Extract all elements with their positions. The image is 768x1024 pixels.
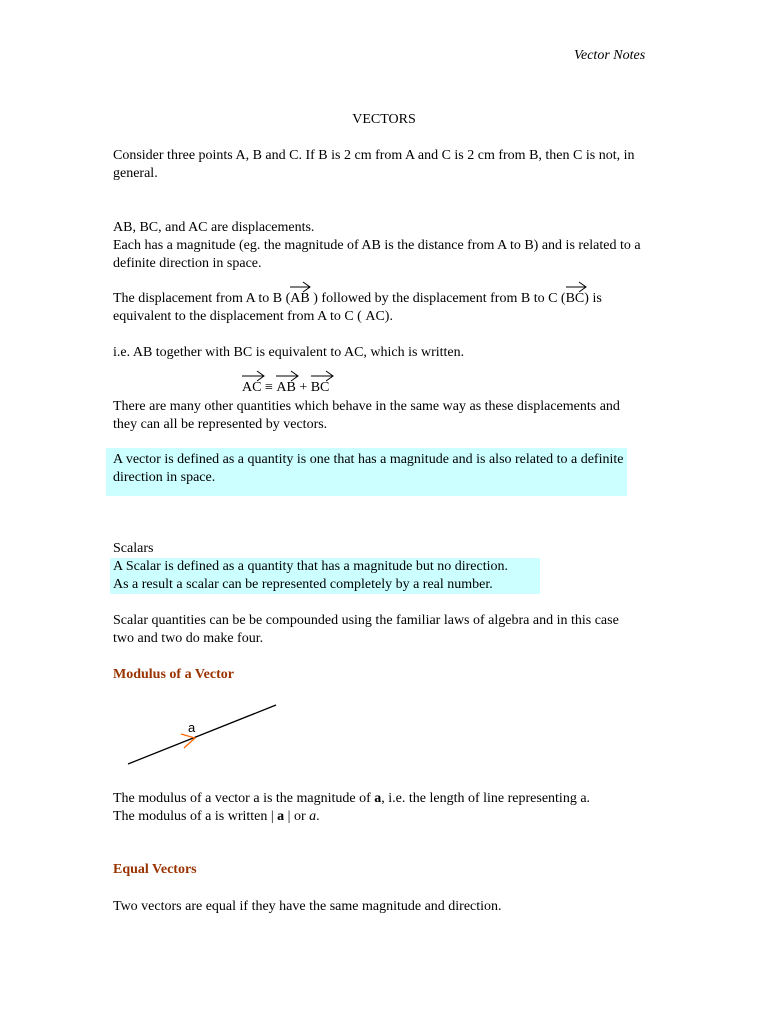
equation-bc-label: BC (310, 380, 330, 395)
vector-ac-label: AC (365, 309, 385, 324)
modulus-l2c: | or (284, 809, 310, 824)
scalars-title: Scalars (113, 541, 154, 556)
diagram-label-a: a (188, 720, 196, 735)
vector-arrow-icon (311, 370, 335, 380)
scalar-definition-line-2: As a result a scalar can be represented completely by a real number. (113, 577, 493, 592)
displacements-line: AB, BC, and AC are displacements. (113, 220, 315, 235)
scalar-compound-paragraph: Scalar quantities can be be compounded using the familiar laws of algebra and in this case two and two do make four. (113, 613, 619, 646)
vector-diagram (110, 700, 290, 775)
equation-plus: + (295, 380, 311, 395)
modulus-l2b: a (277, 809, 285, 824)
vector-arrow-icon (566, 281, 588, 291)
equal-vectors-paragraph: Two vectors are equal if they have the same magnitude and direction. (113, 899, 502, 914)
modulus-l1a: The modulus of a vector a is the magnitude of (113, 791, 375, 806)
vector-line (128, 705, 276, 764)
modulus-heading: Modulus of a Vector (113, 667, 234, 682)
modulus-l1c: , i.e. the length of line representing a. (381, 791, 591, 806)
modulus-l1b: a (374, 791, 382, 806)
vector-ac (365, 308, 384, 326)
vector-equation (242, 379, 329, 397)
equal-vectors-heading: Equal Vectors (113, 862, 197, 877)
equation-equiv: ≡ (261, 380, 277, 395)
magnitude-paragraph: Each has a magnitude (eg. the magnitude of AB is the distance from A to B) and is related to a definite direction in space. (113, 238, 641, 271)
many-quantities-paragraph: There are many other quantities which behave in the same way as these displacements and they can all be represented by vectors. (113, 399, 620, 432)
modulus-line-2 (113, 808, 643, 826)
displacement-paragraph (113, 290, 643, 326)
modulus-l2d: a (309, 809, 317, 824)
equation-ac-label: AC (242, 380, 262, 395)
equation-bc (311, 379, 330, 397)
p3-text-d: ). (384, 309, 393, 324)
modulus-l2a: The modulus of a is written | (113, 809, 278, 824)
vector-arrow-icon (290, 281, 312, 291)
vector-bc (566, 290, 585, 308)
equation-ac (242, 379, 261, 397)
vector-definition: A vector is defined as a quantity is one that has a magnitude and is also related to a definite direction in space. (113, 452, 624, 485)
p3-text-a: The displacement from A to B ( (113, 291, 291, 306)
equation-ab-label: AB (276, 380, 296, 395)
modulus-line-1 (113, 790, 643, 808)
equation-ab (276, 379, 295, 397)
p3-text-c: ) is equivalent to the displacement from A to C ( (113, 291, 602, 324)
vector-ab-label: AB (290, 291, 310, 306)
ie-paragraph: i.e. AB together with BC is equivalent to AC, which is written. (113, 345, 465, 360)
vector-arrow-icon (242, 370, 266, 380)
intro-paragraph: Consider three points A, B and C. If B is 2 cm from A and C is 2 cm from B, then C is not, in general. (113, 148, 635, 181)
scalar-definition-line-1: A Scalar is defined as a quantity that has a magnitude but no direction. (113, 559, 509, 574)
document-title: VECTORS (352, 112, 416, 127)
p3-text-b: ) followed by the displacement from B to C ( (309, 291, 566, 306)
page-header: Vector Notes (574, 48, 646, 63)
modulus-l2e: . (316, 809, 320, 824)
vector-ab (290, 290, 309, 308)
vector-bc-label: BC (565, 291, 585, 306)
vector-arrow-icon (276, 370, 300, 380)
